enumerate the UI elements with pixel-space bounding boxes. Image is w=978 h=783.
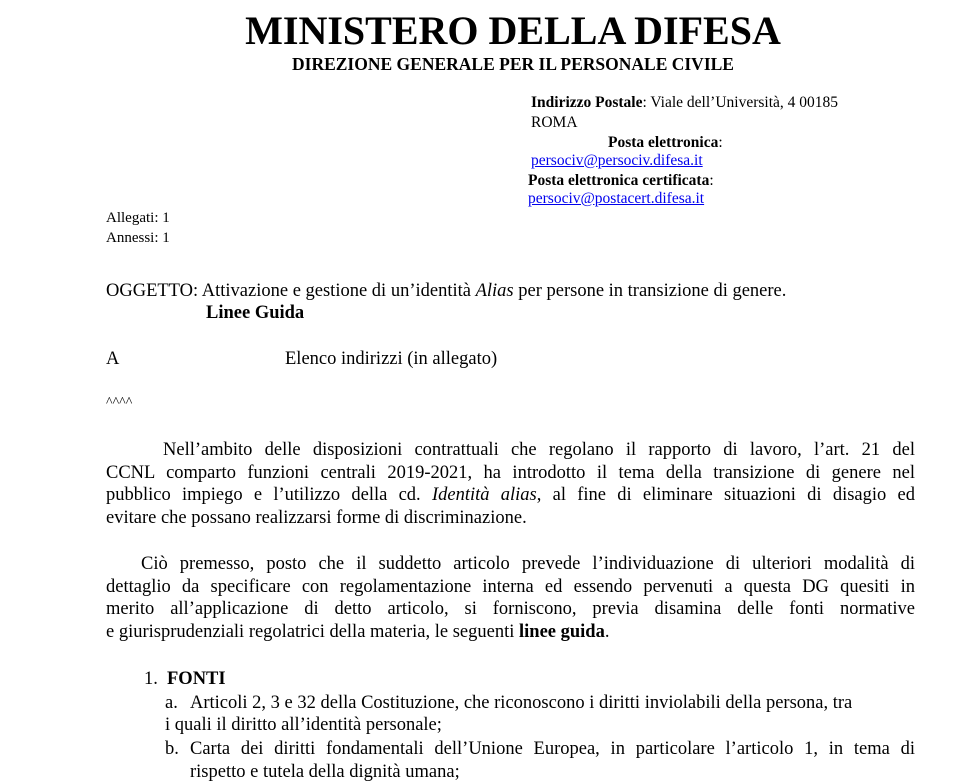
text-run: pubblico impiego e l’utilizzo della cd. xyxy=(106,485,432,506)
italic-text: Identità alias xyxy=(431,485,537,506)
list-item-a xyxy=(190,692,915,715)
subject-subtitle: Linee Guida xyxy=(206,303,305,323)
address-city: ROMA xyxy=(531,114,578,131)
list-item-b xyxy=(190,738,915,783)
allegati-count: Allegati: 1 xyxy=(106,210,170,226)
subject-label: OGGETTO: xyxy=(106,281,199,301)
list-line: Articoli 2, 3 e 32 della Costituzione, che riconoscono i diritti inviolabili della persona, tra xyxy=(190,693,853,713)
subject-text-after: per persone in transizione di genere. xyxy=(513,281,787,301)
text-run: . xyxy=(604,621,610,642)
paragraph-intro xyxy=(106,439,915,529)
list-line: Carta dei diritti fondamentali dell’Unione Europea, in particolare l’articolo 1, in tema di xyxy=(190,739,915,759)
separator: ^^^^ xyxy=(106,395,133,410)
recipient-label: A xyxy=(106,349,120,369)
paragraph-line: Nell’ambito delle disposizioni contrattuali che regolano il rapporto di lavoro, l’art. 21 del xyxy=(163,440,915,460)
email-colon: : xyxy=(718,134,723,151)
postal-address xyxy=(531,93,838,113)
annessi-count: Annessi: 1 xyxy=(106,230,170,246)
pec-heading xyxy=(528,171,714,191)
ministry-title: MINISTERO DELLA DIFESA xyxy=(245,8,781,53)
email-link[interactable]: persociv@persociv.difesa.it xyxy=(531,152,703,169)
paragraph-line: CCNL comparto funzioni centrali 2019-2021, ha introdotto il tema della transizione di genere nel xyxy=(106,462,915,483)
subject-text-italic: Alias xyxy=(475,281,514,301)
paragraph-premise xyxy=(106,553,915,643)
paragraph-line xyxy=(106,484,915,507)
email-label: Posta elettronica xyxy=(608,134,719,151)
paragraph-line: dettaglio da specificare con regolamentazione interna ed essendo pervenuti a questa DG quesiti in xyxy=(106,576,915,597)
pec-link[interactable]: persociv@postacert.difesa.it xyxy=(528,190,705,207)
pec-colon: : xyxy=(709,172,714,189)
section-title: FONTI xyxy=(167,669,226,689)
paragraph-line: Ciò premesso, posto che il suddetto articolo prevede l’individuazione di ulteriori modalità di xyxy=(141,554,915,574)
email-heading xyxy=(608,133,723,153)
list-marker-a: a. xyxy=(165,693,178,713)
text-run: , al fine di eliminare situazioni di disagio ed xyxy=(536,485,915,506)
list-line: rispetto e tutela della dignità umana; xyxy=(190,761,460,782)
paragraph-line xyxy=(106,621,915,644)
section-number: 1. xyxy=(144,669,158,689)
pec-label: Posta elettronica certificata xyxy=(528,172,710,189)
address-value: : Viale dell’Università, 4 00185 xyxy=(642,94,839,111)
subject-line xyxy=(106,280,786,303)
text-run: e giurisprudenziali regolatrici della materia, le seguenti xyxy=(106,621,519,642)
paragraph-line: merito all’applicazione di detto articolo, si forniscono, previa disamina delle fonti normative xyxy=(106,599,915,620)
bold-text: linee guida xyxy=(519,621,605,642)
list-marker-b: b. xyxy=(165,739,179,759)
subject-text-before: Attivazione e gestione di un’identità xyxy=(198,281,476,301)
address-label: Indirizzo Postale xyxy=(531,94,643,111)
recipient-value: Elenco indirizzi (in allegato) xyxy=(285,349,498,369)
list-item-a-continuation: i quali il diritto all’identità personale; xyxy=(165,715,442,735)
directorate-subtitle: DIREZIONE GENERALE PER IL PERSONALE CIVILE xyxy=(292,54,734,74)
paragraph-line: evitare che possano realizzarsi forme di discriminazione. xyxy=(106,507,527,528)
